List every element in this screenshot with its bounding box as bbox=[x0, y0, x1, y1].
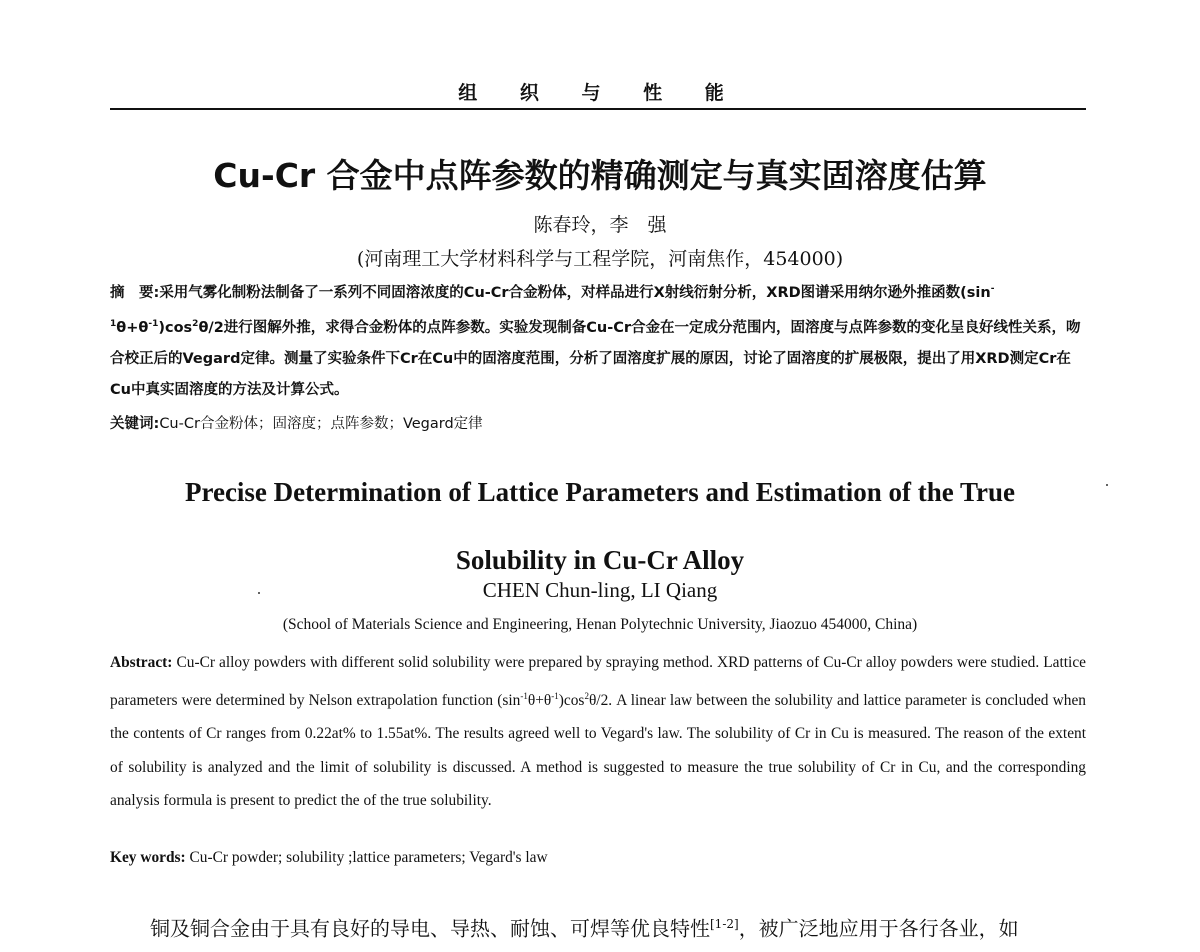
keywords-english-label: Key words: bbox=[110, 849, 186, 866]
abstract-chinese-text-4: θ/2进行图解外推，求得合金粉体的点阵参数。实验发现制备Cu-Cr合金在一定成分范围内，固溶度与点阵参数的变化呈良好线性关系，吻合校正后的Vegard定律。测量了实验条件下Cr在Cu中的固溶度范围，分析了固溶度扩展的原因，讨论了固溶度的扩展极限，提出了用XRD测定Cr在Cu中真实固溶度的方法及计算公式。 bbox=[110, 319, 1081, 398]
abstract-english-sup-3: 2 bbox=[584, 690, 589, 701]
abstract-chinese-label: 摘 要: bbox=[110, 284, 160, 301]
abstract-english-label: Abstract: bbox=[110, 654, 173, 671]
keywords-chinese-text: Cu-Cr合金粉体；固溶度；点阵参数；Vegard定律 bbox=[159, 416, 483, 432]
abstract-chinese bbox=[110, 274, 1086, 406]
scan-speck bbox=[1106, 484, 1108, 486]
citation: [1-2] bbox=[710, 917, 739, 931]
abstract-chinese-sup-2: -1 bbox=[148, 318, 159, 329]
abstract-english bbox=[110, 646, 1086, 818]
abstract-english-text-3: )cos bbox=[558, 691, 585, 709]
abstract-chinese-sup-1: -1 bbox=[110, 284, 995, 329]
keywords-chinese bbox=[110, 412, 1086, 433]
title-english bbox=[0, 458, 1200, 594]
section-header: 组 织 与 性 能 bbox=[458, 82, 742, 104]
keywords-english-text: Cu-Cr powder; solubility ;lattice parameters; Vegard's law bbox=[185, 849, 548, 866]
affiliation-english: (School of Materials Science and Engineering, Henan Polytechnic University, Jiaozuo 454000, China) bbox=[282, 616, 918, 633]
scan-speck bbox=[258, 592, 260, 594]
authors-english: CHEN Chun-ling, LI Qiang bbox=[482, 578, 718, 602]
abstract-english-text-2: θ+θ bbox=[527, 691, 552, 709]
title-english-line-2: Solubility in Cu-Cr Alloy bbox=[455, 545, 745, 575]
body-text-1: 铜及铜合金由于具有良好的导电、导热、耐蚀、可焊等优良特性 bbox=[150, 916, 710, 941]
keywords-english bbox=[110, 849, 1086, 867]
body-paragraph bbox=[110, 906, 1086, 947]
abstract-english-sup-2: -1 bbox=[551, 690, 559, 701]
header-rule bbox=[110, 108, 1086, 110]
keywords-chinese-label: 关键词: bbox=[110, 416, 160, 432]
affiliation-chinese: (河南理工大学材料科学与工程学院，河南焦作，454000) bbox=[356, 248, 844, 270]
abstract-chinese-text-1: 采用气雾化制粉法制备了一系列不同固溶浓度的Cu-Cr合金粉体，对样品进行X射线衍射分析，XRD图谱采用纳尔逊外推函数(sin bbox=[159, 284, 991, 301]
abstract-chinese-text-3: )cos bbox=[158, 319, 193, 336]
title-english-line-1: Precise Determination of Lattice Parameters and Estimation of the True bbox=[184, 477, 1016, 507]
abstract-english-text-1: Cu-Cr alloy powders with different solid solubility were prepared by spraying method. XRD patterns of Cu-Cr alloy powders were studied. Lattice parameters were determined by Nelson extrapolation function (sin bbox=[110, 654, 1086, 709]
authors-chinese: 陈春玲，李 强 bbox=[533, 214, 667, 236]
body-text-2: ，被广泛地应用于各行各业，如 bbox=[738, 916, 1019, 941]
title-chinese: Cu-Cr 合金中点阵参数的精确测定与真实固溶度估算 bbox=[213, 156, 987, 195]
abstract-english-sup-1: -1 bbox=[520, 690, 528, 701]
abstract-chinese-sup-3: 2 bbox=[192, 318, 199, 329]
abstract-english-text-4: θ/2. A linear law between the solubility and lattice parameter is concluded when the contents of Cr ranges from 0.22at% to 1.55at%. The results agreed well to Vegard's law. The solubility of Cr in Cu is measured. The reason of the extent of solubility is analyzed and the limit of solubility is discussed. A method is suggested to measure the true solubility of Cr in Cu, and the corresponding analysis formula is present to predict the of the true solubility. bbox=[110, 691, 1087, 810]
abstract-chinese-text-2: θ+θ bbox=[116, 319, 149, 336]
